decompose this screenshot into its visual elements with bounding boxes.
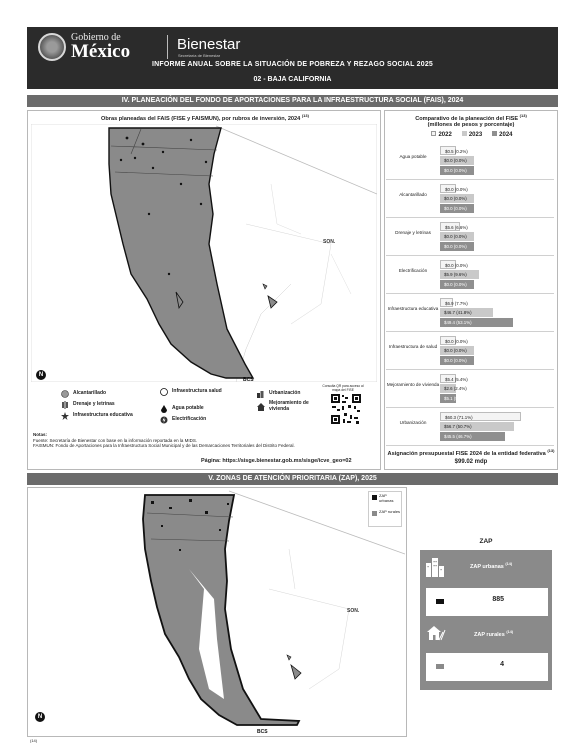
legend-label: Electrificación	[172, 416, 207, 423]
comparison-category-label: Electrificación	[398, 268, 428, 273]
fise-comparison-subtitle: (millones de pesos y porcentaje)	[427, 122, 515, 128]
notes-line-2: FAISMUN: Fondo de Aportaciones para la Infraestructura Social Municipal y de las Demarcaciones Territoriales del Distrito Federal.	[33, 443, 295, 448]
legend-alcantarillado	[61, 390, 106, 398]
comparison-bar-2023: $0.0 (0.0%)	[440, 232, 474, 241]
notes-label: Notas:	[33, 432, 48, 437]
zap-summary-title: ZAP	[479, 538, 493, 545]
vivienda-icon	[257, 403, 265, 411]
comparison-bar-2022: $0.0 (0.0%)	[440, 184, 456, 193]
urbanizacion-icon	[257, 390, 265, 398]
legend-label: Agua potable	[172, 405, 204, 412]
fais-map-title	[60, 113, 350, 122]
comparison-bar-2022: $5.4 (5.4%)	[440, 374, 456, 383]
notes-line-1: Fuente: Secretaría de Bienestar con base en la información reportada en la MIDS.	[33, 437, 198, 443]
qr-code-icon[interactable]	[330, 393, 362, 425]
comparison-row	[386, 294, 554, 332]
sonora-label: SON.	[347, 608, 360, 614]
bienestar-subtitle: Secretaría de Bienestar	[178, 53, 221, 58]
zap-rural-legend-label: ZAP rurales	[379, 509, 401, 514]
page-link[interactable]: Página: https://sisge.bienestar.gob.mx/sisge/icve_geo=02	[201, 458, 352, 464]
year-2024-label: 2024	[499, 132, 513, 138]
year-2023-label: 2023	[468, 132, 483, 138]
zap-urban-title-ref: (14)	[505, 562, 513, 566]
comparison-bar-2022: $6.9 (7.7%)	[440, 298, 453, 307]
comparison-bar-2023: $46.7 (41.8%)	[440, 308, 493, 317]
comparison-row	[386, 180, 554, 218]
comparison-bar-2024: $0.0 (0.0%)	[440, 166, 474, 175]
legend-infra-educativa	[61, 412, 137, 420]
swatch-2023	[462, 131, 467, 136]
north-arrow-icon: N	[35, 712, 45, 722]
budget-label-ref: (13)	[547, 448, 555, 453]
comparison-bar-2022: $5.6 (6.6%)	[440, 222, 460, 231]
swatch-2022	[431, 131, 436, 136]
legend-infra-salud	[160, 388, 234, 396]
comparison-category-label: Mejoramiento de vivienda	[386, 382, 440, 387]
alcantarillado-icon	[61, 390, 69, 398]
legend-label: Urbanización	[269, 390, 301, 397]
report-header	[27, 27, 558, 89]
comparison-row	[386, 218, 554, 256]
year-legend-2023	[462, 131, 482, 138]
comparison-category-label: Alcantarillado	[399, 192, 427, 197]
budget-label	[386, 448, 556, 457]
zap-rural-title-ref: (14)	[506, 630, 514, 634]
legend-label: Mejoramiento de vivienda	[269, 400, 309, 412]
zap-map[interactable]	[29, 489, 405, 735]
comparison-category-label: Infraestructura de salud	[388, 344, 438, 349]
zap-urban-value: 885	[492, 596, 504, 603]
comparison-category-label: Urbanización	[399, 420, 427, 425]
fais-map-title-ref: (13)	[301, 113, 309, 118]
comparison-bar-2024: $0.0 (0.0%)	[440, 204, 474, 213]
mexico-label: México	[71, 41, 131, 62]
comparison-bar-2023: $56.7 (50.7%)	[440, 422, 514, 431]
header-divider	[167, 35, 168, 59]
zap-urban-value-card	[426, 588, 548, 616]
comparison-category-label: Infraestructura educativa	[387, 306, 439, 311]
section-iv-title: IV. PLANEACIÓN DEL FONDO DE APORTACIONES PARA LA INFRAESTRUCTURA SOCIAL (FAIS), 2024	[27, 95, 558, 107]
comparison-bar-2022: $60.3 (71.1%)	[440, 412, 521, 421]
comparison-bar-2023: $5.9 (9.6%)	[440, 270, 479, 279]
fais-notes	[33, 432, 295, 449]
zap-urban-title	[470, 562, 512, 570]
legend-label: Infraestructura educativa	[73, 412, 133, 419]
zap-urban-title-text: ZAP urbanas	[470, 563, 504, 570]
year-legend-2024	[492, 131, 512, 138]
bcs-label: BCS	[257, 729, 268, 735]
fise-comparison-title-ref: (13)	[519, 113, 527, 118]
infra-educativa-icon	[61, 412, 69, 420]
comparison-bar-2023: $0.0 (0.0%)	[440, 194, 474, 203]
sonora-label: SON.	[323, 239, 336, 245]
gobierno-label: Gobierno de	[71, 32, 121, 43]
comparison-category-label: Agua potable	[399, 154, 427, 159]
comparison-bar-2024: $0.0 (0.0%)	[440, 280, 474, 289]
zap-rural-value: 4	[500, 661, 504, 668]
legend-drenaje	[61, 401, 115, 409]
zap-urban-card-swatch	[436, 599, 444, 604]
zap-urban-swatch	[372, 495, 377, 500]
comparison-bar-2022: $0.5 (0.2%)	[440, 146, 456, 155]
report-title: INFORME ANUAL SOBRE LA SITUACIÓN DE POBREZA Y REZAGO SOCIAL 2025	[151, 61, 434, 68]
comparison-row	[386, 256, 554, 294]
city-buildings-icon	[424, 555, 446, 579]
infra-salud-icon	[160, 388, 168, 396]
zap-rural-card-swatch	[436, 664, 444, 669]
state-name: 02 - BAJA CALIFORNIA	[253, 76, 332, 83]
comparison-row	[386, 370, 554, 408]
bcs-label: BCS	[243, 377, 254, 382]
zap-map-legend	[368, 491, 402, 527]
comparison-category-label: Drenaje y letrinas	[395, 230, 431, 235]
year-2022-label: 2022	[438, 132, 452, 138]
comparison-bar-2023: $0.0 (0.0%)	[440, 156, 474, 165]
section-v-title: V. ZONAS DE ATENCIÓN PRIORITARIA (ZAP), 2025	[27, 473, 558, 485]
zap-rural-title-text: ZAP rurales	[474, 631, 505, 638]
comparison-bar-2024: $49.4 (53.1%)	[440, 318, 513, 327]
legend-agua-potable	[160, 405, 204, 413]
fise-comparison-title	[386, 113, 556, 122]
qr-caption: Consulta QR para acceso al mapa del FISE	[322, 384, 364, 392]
comparison-row	[386, 408, 554, 446]
year-legend	[392, 131, 552, 138]
zap-footnote: (14)	[30, 738, 38, 743]
budget-label-text: Asignación presupuestal FISE 2024 de la entidad federativa	[387, 450, 546, 457]
electrificacion-icon	[160, 416, 168, 424]
comparison-bar-2024: $5.1 (5.2%)	[440, 394, 456, 403]
comparison-bar-2023: $0.0 (0.0%)	[440, 346, 474, 355]
rural-house-icon	[424, 622, 446, 644]
zap-rural-title	[474, 630, 513, 638]
comparison-bar-2022: $0.0 (0.0%)	[440, 260, 456, 269]
fais-map-title-text: Obras planeadas del FAIS (FISE y FAISMUN), por rubros de inversión, 2024	[101, 115, 301, 122]
comparison-bar-2024: $0.0 (0.0%)	[440, 242, 474, 251]
legend-label: Infraestructura salud	[172, 388, 222, 395]
comparison-row	[386, 142, 554, 180]
coat-of-arms-icon	[38, 33, 66, 61]
drenaje-icon	[61, 401, 69, 409]
comparison-bar-2024: $0.0 (0.0%)	[440, 356, 474, 365]
fais-map[interactable]	[31, 124, 377, 382]
zap-urban-legend-label: ZAP urbanas	[379, 493, 394, 503]
zap-rural-swatch	[372, 511, 377, 516]
legend-label: Alcantarillado	[73, 390, 107, 397]
legend-electrificacion	[160, 416, 206, 424]
zap-rural-value-card	[426, 653, 548, 681]
comparison-bar-2024: $45.5 (46.7%)	[440, 432, 505, 441]
legend-vivienda	[257, 401, 327, 412]
fise-comparison-title-text: Comparativo de la planeación del FISE	[415, 115, 519, 122]
north-arrow-icon: N	[36, 370, 46, 380]
legend-label: Drenaje y letrinas	[73, 401, 115, 408]
legend-urbanizacion	[257, 390, 300, 398]
swatch-2024	[492, 131, 497, 136]
budget-value: $99.02 mdp	[454, 459, 488, 465]
comparison-bar-2023: $2.6 (2.4%)	[440, 384, 456, 393]
comparison-bar-2022: $0.0 (0.0%)	[440, 336, 456, 345]
agua-potable-icon	[160, 405, 168, 413]
comparison-row	[386, 332, 554, 370]
bienestar-logo: Bienestar	[177, 36, 241, 53]
year-legend-2022	[431, 131, 451, 138]
